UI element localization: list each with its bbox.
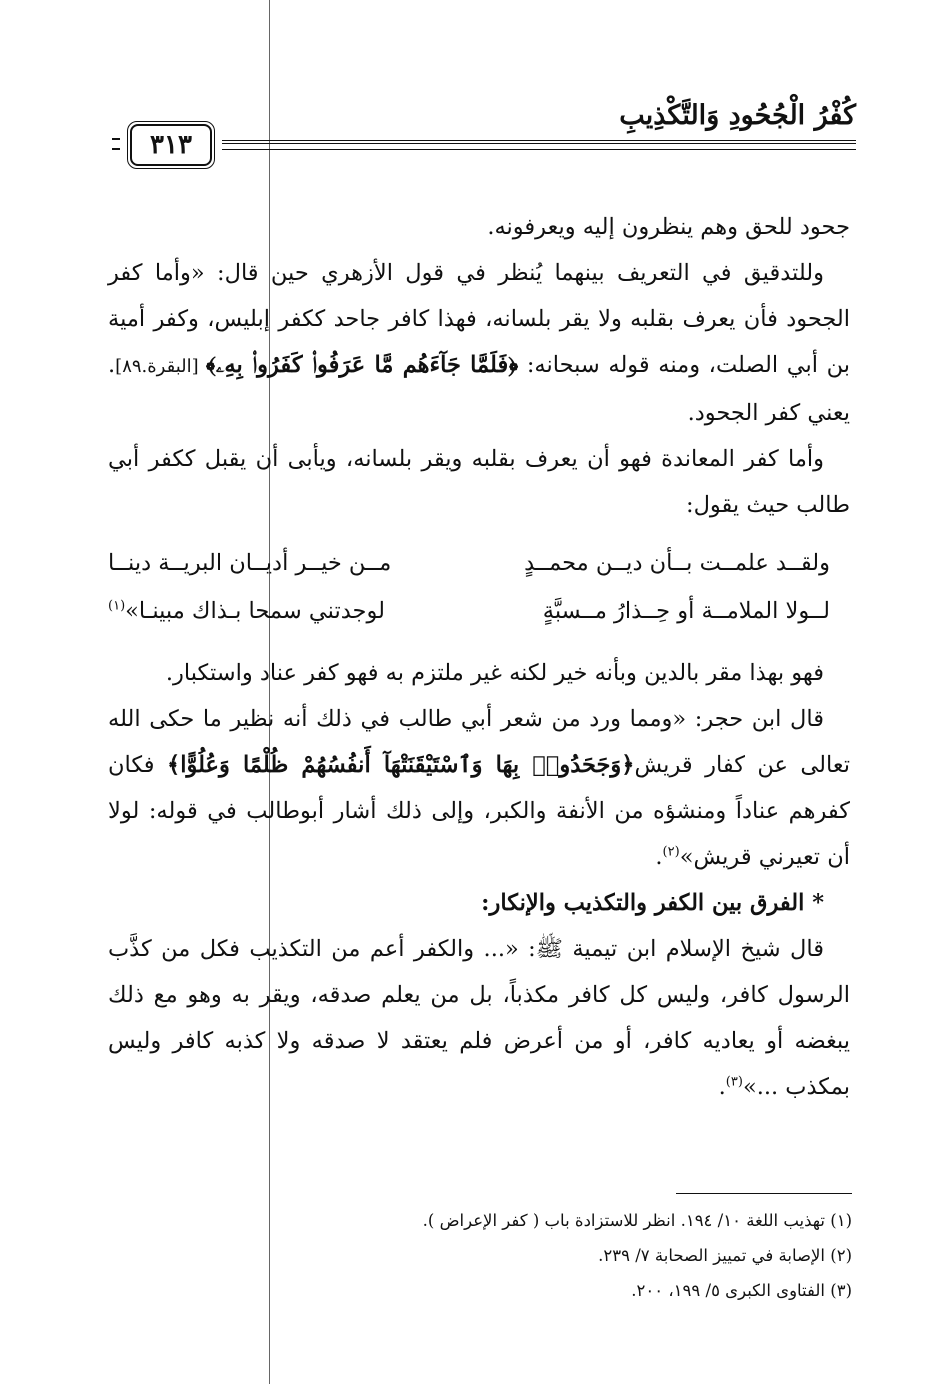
paragraph-2-end: . يعني كفر الجحود.	[108, 352, 850, 426]
paragraph-6-text: قال شيخ الإسلام ابن تيمية ﷺ: «... والكفر أعم من التكذيب فكل من كذَّب الرسول كافر، وليس كل كافر مكذباً، بل من يعلم صدقه، ويقر به وهو مع ذلك يبغضه أو يعاديه كافر، أو من أعرض فلم يعتقد لا صدقه ولا كذبه كافر وليس بمكذب ...»	[108, 936, 850, 1100]
footnote-ref-2[interactable]: (٢)	[662, 844, 680, 860]
footnotes	[400, 1203, 852, 1308]
footnote-1: (١) تهذيب اللغة ١٠/ ١٩٤. انظر للاستزادة باب ( كفر الإعراض ).	[422, 1211, 852, 1230]
paragraph-4: فهو بهذا مقر بالدين وبأنه خير لكنه غير ملتزم به فهو كفر عناد واستكبار.	[165, 660, 824, 686]
main-text	[108, 204, 850, 1110]
paragraph-5-continued: فكان كفرهم عناداً ومنشؤه من الأنفة والكبر، وإلى ذلك أشار أبوطالب في قوله: لولا أن تعيرني قريش»	[108, 752, 850, 870]
paragraph-6	[108, 926, 850, 1110]
quran-verse-1: ﴿فَلَمَّا جَآءَهُم مَّا عَرَفُوا۟ كَفَرُوا۟ بِهِۦ﴾	[205, 352, 519, 378]
paragraph-1: جحود للحق وهم ينظرون إليه ويعرفونه.	[487, 214, 850, 240]
header-rule-end-mark	[112, 138, 120, 150]
paragraph-5	[108, 696, 850, 880]
poem-line-2	[108, 588, 850, 634]
quran-verse-2: ﴿وَجَحَدُوا۟ بِهَا وَٱسْتَيْقَنَتْهَآ أَنفُسُهُمْ ظُلْمًا وَعُلُوًّا﴾	[167, 752, 635, 778]
poem	[108, 532, 850, 640]
running-title: كُفْرُ الْجُحُودِ وَالتَّكْذِيبِ	[619, 100, 856, 131]
poem-line-2-second-hemistich	[108, 588, 385, 634]
paragraph-6-end: .	[718, 1074, 726, 1100]
footnote-3: (٣) الفتاوى الكبرى ٥/ ١٩٩، ٢٠٠.	[631, 1281, 852, 1300]
footnote-ref-3[interactable]: (٣)	[725, 1074, 743, 1090]
poem-line-2-first-hemistich: لــولا الملامــة أو حِــذارُ مــسبَّةٍ	[542, 598, 830, 624]
paragraph-5-end: .	[655, 844, 663, 870]
paragraph-2	[108, 250, 850, 436]
page-header	[118, 100, 856, 170]
footnote-ref-1[interactable]: (١)	[108, 598, 126, 614]
verse-citation-1: [البقرة.٨٩]	[115, 356, 206, 377]
poem-line-2-text: لوجدتني سمحا بـذاك مبينـا»	[125, 598, 385, 624]
footnote-2: (٢) الإصابة في تمييز الصحابة ٧/ ٢٣٩.	[598, 1246, 852, 1265]
footnote-separator	[676, 1193, 852, 1194]
paragraph-2-text: وللتدقيق في التعريف بينهما يُنظر في قول الأزهري حين قال: «وأما كفر الجحود فأن يعرف بقلبه ولا يقر بلسانه، فهذا كافر جاحد ككفر إبليس، وكفر أمية بن أبي الصلت، ومنه قوله سبحانه:	[108, 260, 850, 378]
paragraph-3: وأما كفر المعاندة فهو أن يعرف بقلبه ويقر بلسانه، ويأبى أن يقبل ككفر أبي طالب حيث يقول:	[108, 446, 850, 518]
page-number	[130, 124, 212, 166]
page-number-text: ٣١٣	[150, 130, 192, 160]
section-heading: * الفرق بين الكفر والتكذيب والإنكار:	[481, 890, 824, 916]
poem-line-1-second-hemistich: مــن خيــر أديــان البريــة دينــا	[108, 550, 392, 576]
paragraph-5-text: قال ابن حجر: «ومما ورد من شعر أبي طالب في ذلك أنه نظير ما حكى الله تعالى عن كفار قريش	[108, 706, 850, 778]
header-rule	[222, 140, 856, 150]
poem-line-1-first-hemistich: ولقــد علمــت بــأن ديــن محمــدٍ	[524, 550, 830, 576]
poem-line-1	[108, 540, 850, 586]
